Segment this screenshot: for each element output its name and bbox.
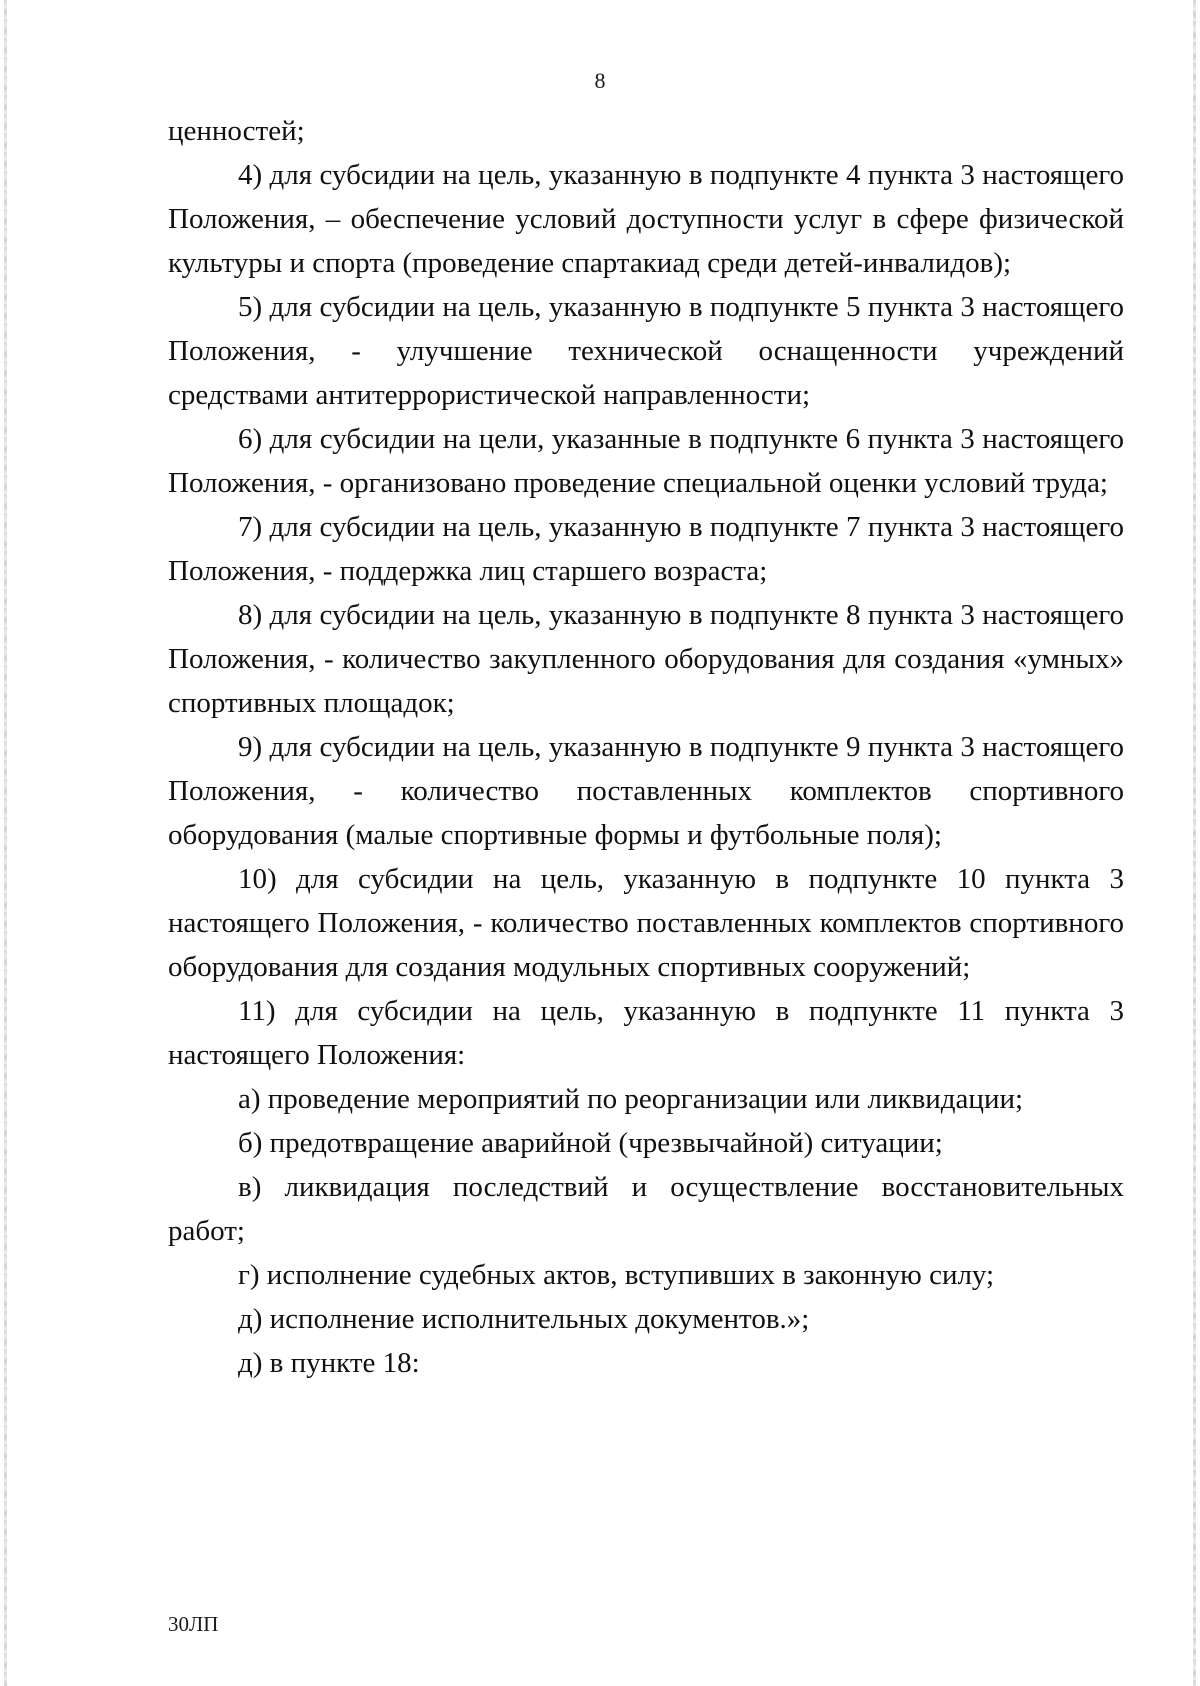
paragraph: д) исполнение исполнительных документов.»; [238, 1303, 810, 1335]
scan-edge-right [1193, 0, 1196, 1686]
paragraph: 6) для субсидии на цели, указанные в подпункте 6 пункта 3 настоящего Положения, - организовано проведение специальной оценки условий труда; [168, 423, 1124, 499]
paragraph: в) ликвидация последствий и осуществление восстановительных работ; [168, 1171, 1124, 1247]
paragraph: 10) для субсидии на цель, указанную в подпункте 10 пункта 3 настоящего Положения, - количество поставленных комплектов спортивного оборудования для создания модульных спортивных сооружений; [168, 863, 1124, 983]
document-body [168, 109, 1124, 1385]
document-code: 30ЛП [168, 1612, 219, 1636]
paragraph: 5) для субсидии на цель, указанную в подпункте 5 пункта 3 настоящего Положения, - улучшение технической оснащенности учреждений средствами антитеррористической направленности; [168, 291, 1124, 411]
paragraph: 7) для субсидии на цель, указанную в подпункте 7 пункта 3 настоящего Положения, - поддержка лиц старшего возраста; [168, 511, 1124, 587]
paragraph: д) в пункте 18: [238, 1347, 420, 1379]
paragraph: ценностей; [168, 115, 305, 147]
paragraph: 8) для субсидии на цель, указанную в подпункте 8 пункта 3 настоящего Положения, - количество закупленного оборудования для создания «умных» спортивных площадок; [168, 599, 1124, 719]
paragraph: 4) для субсидии на цель, указанную в подпункте 4 пункта 3 настоящего Положения, – обеспечение условий доступности услуг в сфере физической культуры и спорта (проведение спартакиад среди детей-инвалидов); [168, 159, 1124, 279]
paragraph: 11) для субсидии на цель, указанную в подпункте 11 пункта 3 настоящего Положения: [168, 995, 1124, 1071]
scan-edge-left [4, 0, 7, 1686]
page-number: 8 [594, 68, 606, 93]
paragraph: г) исполнение судебных актов, вступивших в законную силу; [238, 1259, 995, 1291]
paragraph: а) проведение мероприятий по реорганизации или ликвидации; [238, 1083, 1024, 1115]
paragraph: б) предотвращение аварийной (чрезвычайной) ситуации; [238, 1127, 943, 1159]
paragraph: 9) для субсидии на цель, указанную в подпункте 9 пункта 3 настоящего Положения, - количество поставленных комплектов спортивного оборудования (малые спортивные формы и футбольные поля); [168, 731, 1124, 851]
